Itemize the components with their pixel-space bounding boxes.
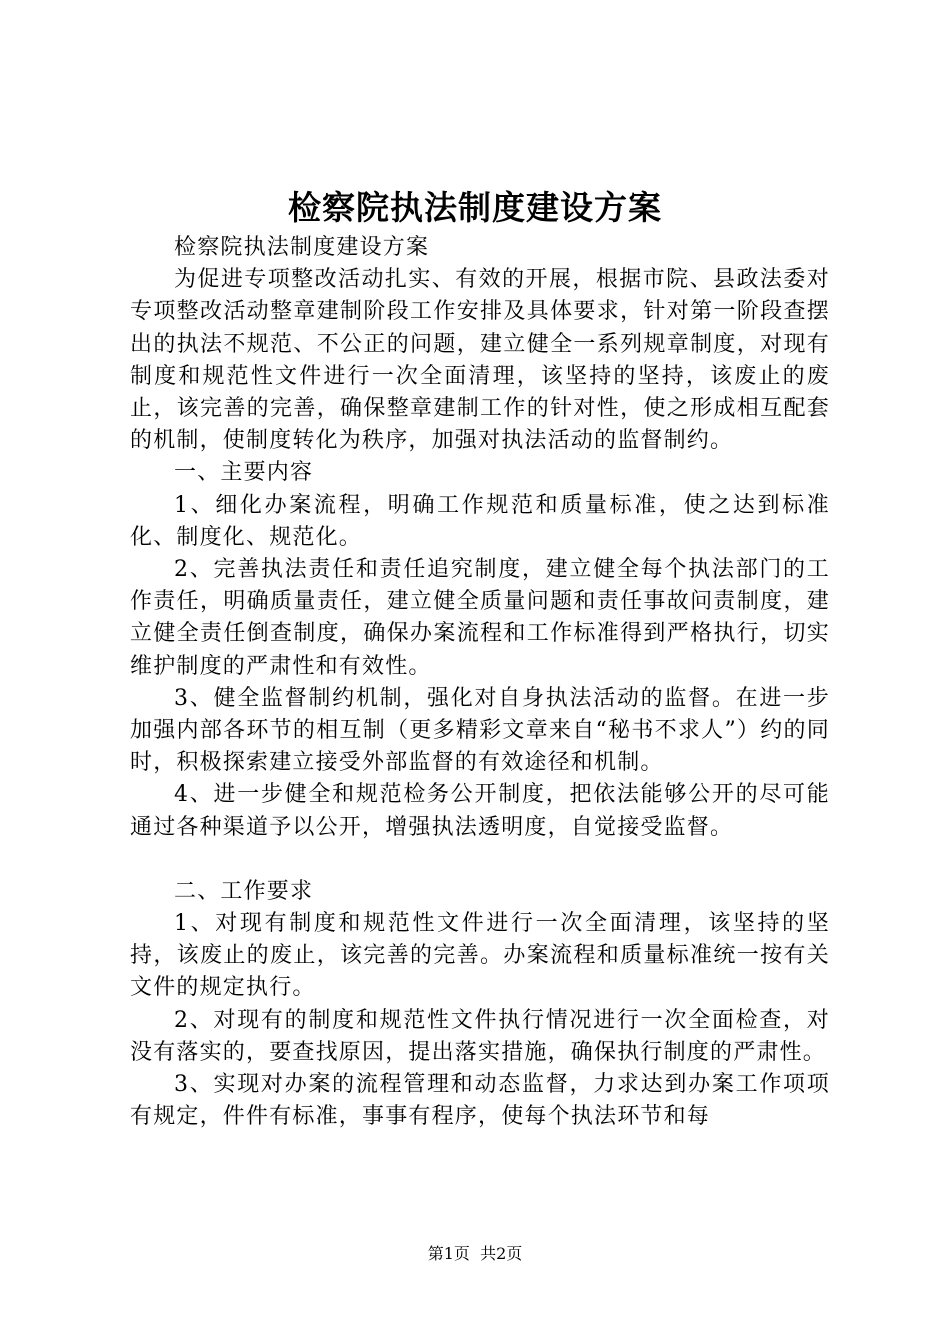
body-paragraph-intro: 为促进专项整改活动扎实、有效的开展，根据市院、县政法委对专项整改活动整章建制阶段工作安排及具体要求，针对第一阶段查摆出的执法不规范、不公正的问题，建立健全一系列规章制度，对现有制度和规范性文件进行一次全面清理，该坚持的坚持，该废止的废止，该完善的完善，确保整章建制工作的针对性，使之形成相互配套的机制，使制度转化为秩序，加强对执法活动的监督制约。 [130,267,830,454]
body-paragraph-item-2: 2、完善执法责任和责任追究制度，建立健全每个执法部门的工作责任，明确质量责任，建立健全质量问题和责任事故问责制度，建立健全责任倒查制度，确保办案流程和工作标准得到严格执行，切实维护制度的严肃性和有效性。 [130,557,830,679]
blank-line [130,844,830,876]
body-paragraph-doc-title-repeat: 检察院执法制度建设方案 [174,235,430,260]
body-paragraph-item-3: 3、健全监督制约机制，强化对自身执法活动的监督。在进一步加强内部各环节的相互制（更多精彩文章来自“秘书不求人”）约的同时，积极探索建立接受外部监督的有效途径和机制。 [130,685,830,776]
body-paragraph-requirement-3: 3、实现对办案的流程管理和动态监督，力求达到办案工作项项有规定，件件有标准，事事有程序，使每个执法环节和每 [130,1072,830,1130]
body-paragraph-item-1: 1、细化办案流程，明确工作规范和质量标准，使之达到标准化、制度化、规范化。 [130,492,830,550]
body-paragraph-requirement-1: 1、对现有制度和规范性文件进行一次全面清理，该坚持的坚持，该废止的废止，该完善的完善。办案流程和质量标准统一按有关文件的规定执行。 [130,911,830,1001]
page-footer: 第1页 共2页 [427,1244,523,1263]
body-paragraph-requirement-2: 2、对现有的制度和规范性文件执行情况进行一次全面检查，对没有落实的，要查找原因，提出落实措施，确保执行制度的严肃性。 [130,1007,830,1065]
document-title: 检察院执法制度建设方案 [288,188,662,227]
section-heading-work-requirements: 二、工作要求 [174,878,314,904]
section-heading-main-content: 一、主要内容 [174,460,314,486]
body-paragraph-item-4: 4、进一步健全和规范检务公开制度，把依法能够公开的尽可能通过各种渠道予以公开，增强执法透明度，自觉接受监督。 [130,782,830,840]
document-body [130,232,830,1133]
